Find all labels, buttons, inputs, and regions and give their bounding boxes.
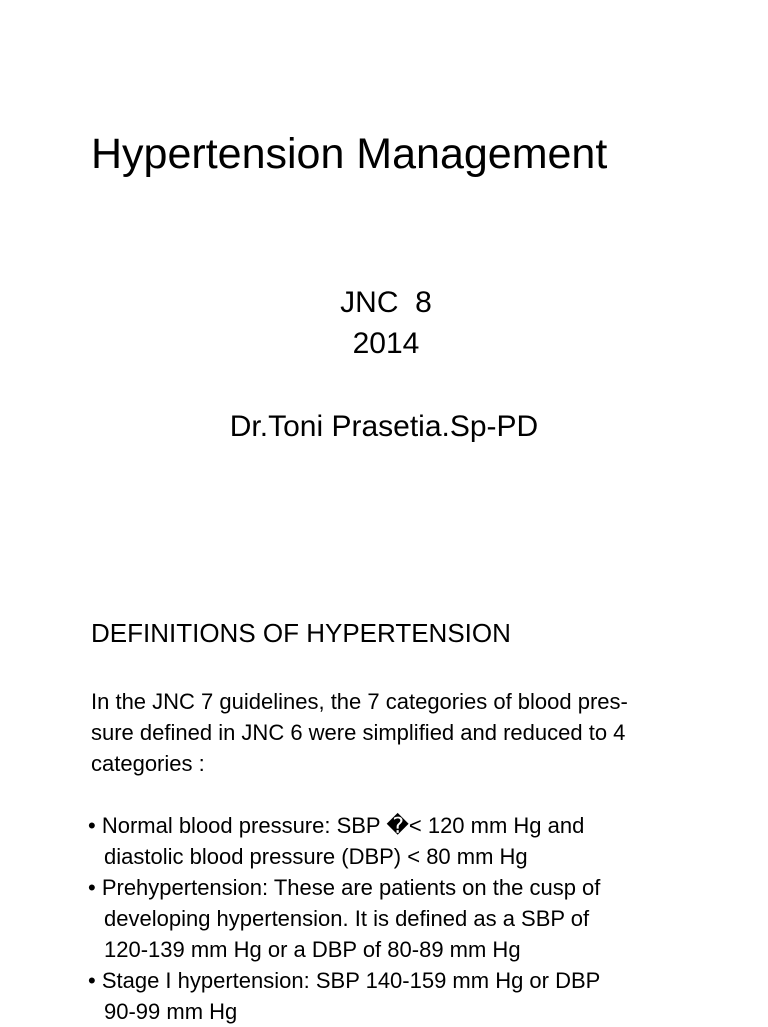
category-list <box>88 810 748 1027</box>
list-item-normal <box>88 810 748 872</box>
guideline-year: 2014 <box>352 327 420 360</box>
intro-paragraph <box>91 686 731 779</box>
author-name: Dr.Toni Prasetia.Sp-PD <box>229 410 539 443</box>
list-item-line: 120-139 mm Hg or a DBP of 80-89 mm Hg <box>104 937 521 962</box>
section-heading: DEFINITIONS OF HYPERTENSION <box>91 618 511 648</box>
intro-line: sure defined in JNC 6 were simplified and reduced to 4 <box>91 720 626 745</box>
guideline-name: JNC 8 <box>340 286 432 319</box>
list-item-prehypertension <box>88 872 748 965</box>
slide-title: Hypertension Management <box>91 130 608 178</box>
list-item-line: • Stage I hypertension: SBP 140-159 mm Hg or DBP <box>88 968 601 993</box>
list-item-line: developing hypertension. It is defined as a SBP of <box>104 906 590 931</box>
list-item-line: diastolic blood pressure (DBP) < 80 mm Hg <box>104 844 528 869</box>
intro-line: categories : <box>91 751 205 776</box>
list-item-stage-1 <box>88 965 748 1027</box>
intro-line: In the JNC 7 guidelines, the 7 categories of blood pres- <box>91 689 628 714</box>
list-item-line: • Normal blood pressure: SBP �< 120 mm Hg and <box>88 813 585 838</box>
list-item-line: 90-99 mm Hg <box>104 999 238 1024</box>
list-item-line: • Prehypertension: These are patients on the cusp of <box>88 875 601 900</box>
